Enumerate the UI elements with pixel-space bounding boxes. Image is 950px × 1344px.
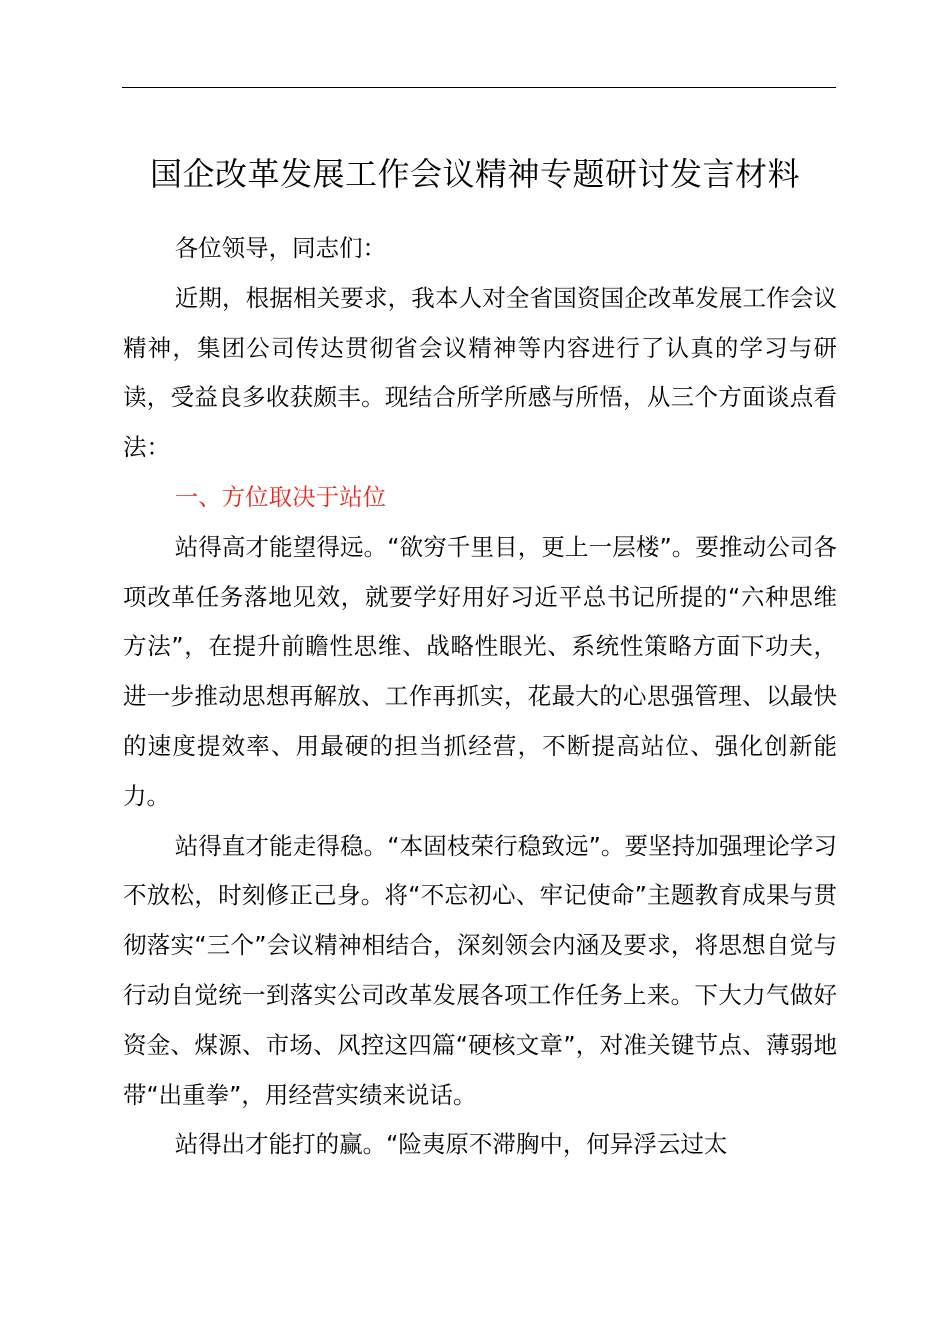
header-rule [122,87,836,88]
document-title: 国企改革发展工作会议精神专题研讨发言材料 [149,155,800,193]
document-body [123,224,837,1170]
intro-paragraph: 近期，根据相关要求，我本人对全省国资国企改革发展工作会议精神，集团公司传达贯彻省会议精神等内容进行了认真的学习与研读，受益良多收获颇丰。现结合所学所感与所悟，从三个方面谈点看法： [123,283,837,462]
section1-paragraph-2: 站得直才能走得稳。“本固枝荣行稳致远”。要坚持加强理论学习不放松，时刻修正己身。将“不忘初心、牢记使命”主题教育成果与贯彻落实“三个”会议精神相结合，深刻领会内涵及要求，将思想自觉与行动自觉统一到落实公司改革发展各项工作任务上来。下大力气做好资金、煤源、市场、风控这四篇“硬核文章”，对准关键节点、薄弱地带“出重拳”，用经营实绩来说话。 [123,831,837,1109]
section1-paragraph-3: 站得出才能打的赢。“险夷原不滞胸中，何异浮云过太 [174,1130,728,1159]
section1-paragraph-1: 站得高才能望得远。“欲穷千里目，更上一层楼”。要推动公司各项改革任务落地见效，就要学好用好习近平总书记所提的“六种思维方法”，在提升前瞻性思维、战略性眼光、系统性策略方面下功夫，进一步推动思想再解放、工作再抓实，花最大的心思强管理、以最快的速度提效率、用最硬的担当抓经营，不断提高站位、强化创新能力。 [123,532,837,810]
salutation: 各位领导，同志们： [174,234,387,262]
section-heading-1: 一、方位取决于站位 [174,482,387,511]
